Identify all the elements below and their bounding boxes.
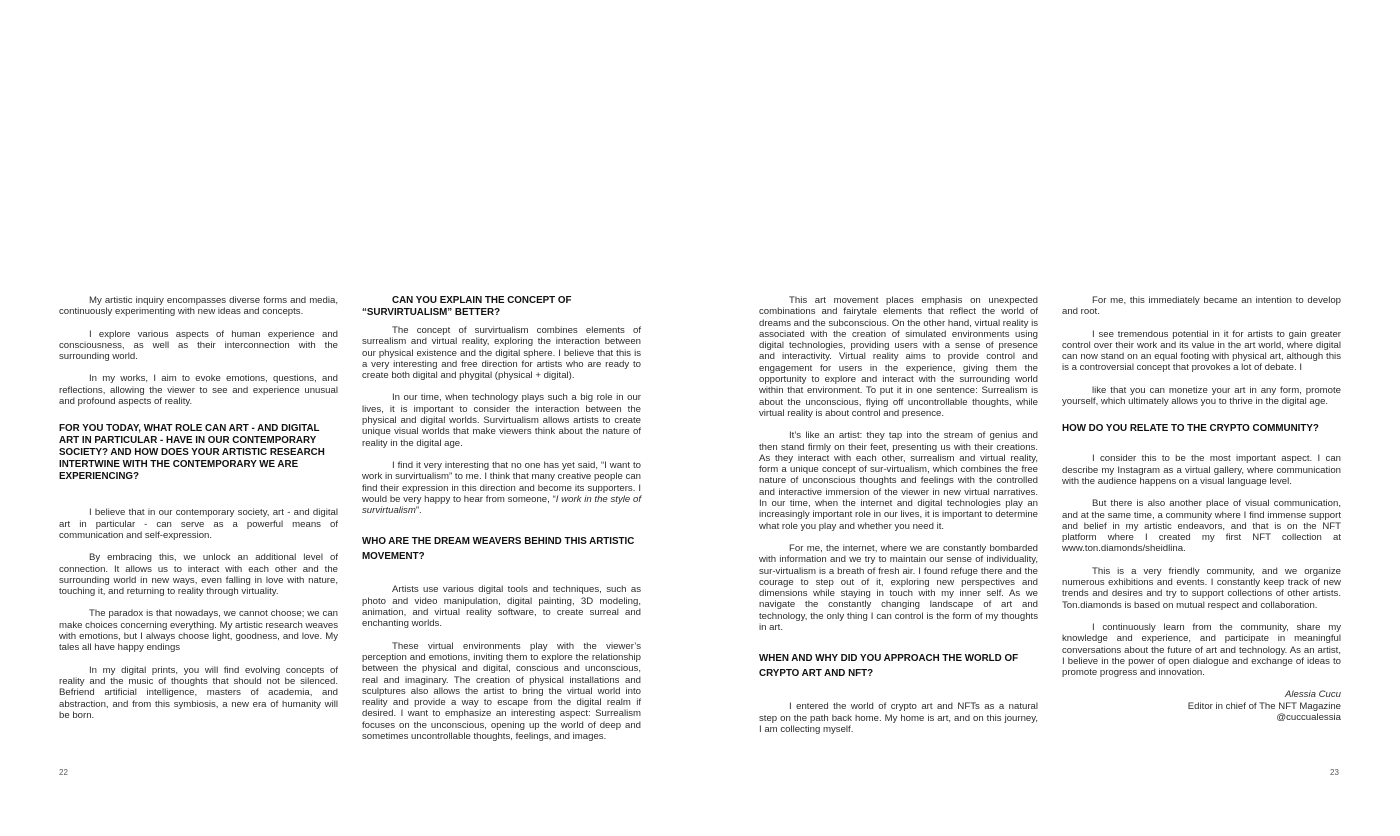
paragraph: I continuously learn from the community, share my knowledge and experience, and participate in meaningful conversations about the future of art and technology. As an artist, I believe in the power of open dialogue and exchange of ideas to promote progress and innovation. xyxy=(1062,621,1341,679)
question-heading: WHEN AND WHY DID YOU APPROACH THE WORLD OF CRYPTO ART AND NFT? xyxy=(759,653,1019,680)
author-handle: @cuccualessia xyxy=(1276,712,1341,724)
question-heading: CAN YOU EXPLAIN THE CONCEPT OF “SURVIRTUALISM” BETTER? xyxy=(362,295,572,318)
paragraph: My artistic inquiry encompasses diverse forms and media, continuously experimenting with new ideas and concepts. xyxy=(59,295,338,318)
paragraph: In my works, I aim to evoke emotions, questions, and reflections, allowing the viewer to see and experience unusual and profound aspects of reality. xyxy=(59,373,338,408)
author-role: Editor in chief of The NFT Magazine xyxy=(1187,700,1341,712)
italic-quote: I work in the style of survirtualism xyxy=(362,493,641,517)
paragraph: These virtual environments play with the viewer’s perception and emotions, inviting them to explore the relationship between the physical and digital, conscious and unconscious, real and imaginary. The creation of physical installations and sculptures also allows the artist to bring the virtual world into reality and provide a way to escape from the digital realm if desired. I want to emphasize an interesting aspect: Surrealism focuses on the unconscious, opening up the world of deep and sometimes uncontrollable thoughts, feelings, and images. xyxy=(362,640,641,743)
paragraph: I entered the world of crypto art and NFTs as a natural step on the path back home. My home is art, and on this journey, I am collecting myself. xyxy=(759,701,1038,735)
paragraph: For me, the internet, where we are constantly bombarded with information and we try to maintain our sense of individuality, sur-virtualism is a breath of fresh air. I found refuge there and the courage to step out of it, exploring new perspectives and dimensions while staying in touch with my inner self. As we navigate the constantly changing landscape of art and technology, the only thing I can control is the form of my thoughts in art. xyxy=(759,542,1038,634)
paragraph: The concept of survirtualism combines elements of surrealism and virtual reality, exploring the interaction between our physical existence and the digital sphere. I believe that this is a very interesting and free direction for artists who are ready to create both digital and phygital (physical + digital). xyxy=(362,325,641,382)
text-run: ”. xyxy=(415,505,422,517)
text-column-1 xyxy=(59,295,338,732)
page-number: 23 xyxy=(1330,768,1339,777)
right-page xyxy=(700,0,1400,836)
paragraph: This is a very friendly community, and we organize numerous exhibitions and events. I constantly keep track of new trends and desires and try to support collections of other artists. Ton.diamonds is based on mutual respect and collaboration. xyxy=(1062,565,1341,611)
text-column-2 xyxy=(362,295,641,753)
paragraph: It’s like an artist: they tap into the stream of genius and then stand firmly on their feet, presenting us with their creations. As they interact with each other, surrealism and virtual reality, form a unique concept of sur-virtualism, which combines the free nature of unconscious thoughts and feelings with the controlled and interactive immersion of the viewer in new virtual narratives. In our time, when the internet and digital technologies play an increasingly important role in our lives, it is important to determine what role you play and whether you need it. xyxy=(759,430,1038,532)
paragraph: like that you can monetize your art in any form, promote yourself, which ultimately allows you to thrive in the digital age. xyxy=(1062,384,1341,408)
paragraph: By embracing this, we unlock an additional level of connection. It allows us to interact with each other and the surrounding world in new ways, even falling in love with nature, touching it, and returning to reality through virtuality. xyxy=(59,552,338,598)
text-run: I find it very interesting that no one has yet said, “I want to work in survirtualism” to me. I think that many creative people can find their expression in this direction and become its supporters. I would be very happy to hear from someone, “ xyxy=(362,459,641,505)
question-heading: WHO ARE THE DREAM WEAVERS BEHIND THIS ARTISTIC MOVEMENT? xyxy=(362,536,635,563)
paragraph: The paradox is that nowadays, we cannot choose; we can make choices concerning everything. My artistic research weaves with emotions, but I always choose light, goodness, and love. My tales all have happy endings xyxy=(59,608,338,654)
paragraph: I believe that in our contemporary society, art - and digital art in particular - can serve as a powerful means of communication and self-expression. xyxy=(59,507,338,541)
paragraph: In our time, when technology plays such a big role in our lives, it is important to consider the interaction between the physical and digital worlds. Survirtualism allows artists to create unique visual worlds that make viewers think about the nature of reality in the digital age. xyxy=(362,392,641,449)
paragraph: Artists use various digital tools and techniques, such as photo and video manipulation, digital painting, 3D modeling, animation, and virtual reality software, to create surreal and enchanting worlds. xyxy=(362,584,641,630)
paragraph: This art movement places emphasis on unexpected combinations and fairytale elements that reflect the world of dreams and the subconscious. On the other hand, virtual reality is associated with the creation of simulated environments using digital technologies, providing users with a sense of presence and interactivity. Virtual reality aims to provide control and engagement for users in the experience, giving them the opportunity to explore and interact with the surrounding world within that environment. To put it in one sentence: Surrealism is about the unconscious, flying off uncontrollable thoughts, while virtual reality is about control and presence. xyxy=(759,295,1038,419)
text-column-3 xyxy=(759,295,1038,746)
text-column-4 xyxy=(1062,295,1341,723)
question-heading: HOW DO YOU RELATE TO THE CRYPTO COMMUNITY? xyxy=(1062,423,1319,435)
paragraph: In my digital prints, you will find evolving concepts of reality and the music of thoughts that should not be silenced. Befriend artificial intelligence, masters of academia, and abstraction, and from this symbiosis, a new era of humanity will be born. xyxy=(59,664,338,721)
paragraph xyxy=(362,460,641,516)
paragraph: I explore various aspects of human experience and consciousness, as well as their interconnection with the surrounding world. xyxy=(59,328,338,363)
paragraph: I see tremendous potential in it for artists to gain greater control over their work and its value in the art world, where digital can now stand on an equal footing with physical art, although this is a controversial concept that provokes a lot of debate. I xyxy=(1062,328,1341,374)
page-number: 22 xyxy=(59,768,68,777)
paragraph: But there is also another place of visual communication, and at the same time, a community where I find immense support and belief in my artistic endeavors, and that is on the NFT platform where I created my first NFT collection at www.ton.diamonds/sheidlina. xyxy=(1062,498,1341,555)
paragraph: I consider this to be the most important aspect. I can describe my Instagram as a virtual gallery, where communication with the audience happens on a visual language level. xyxy=(1062,453,1341,487)
question-heading: FOR YOU TODAY, WHAT ROLE CAN ART - AND DIGITAL ART IN PARTICULAR - HAVE IN OUR CONTEMPORARY SOCIETY? AND HOW DOES YOUR ARTISTIC RESEARCH INTERTWINE WITH THE CONTEMPORARY WE ARE EXPERIENCING? xyxy=(59,423,325,483)
paragraph: For me, this immediately became an intention to develop and root. xyxy=(1062,295,1341,318)
author-signature xyxy=(1062,689,1341,723)
author-name: Alessia Cucu xyxy=(1285,689,1341,701)
